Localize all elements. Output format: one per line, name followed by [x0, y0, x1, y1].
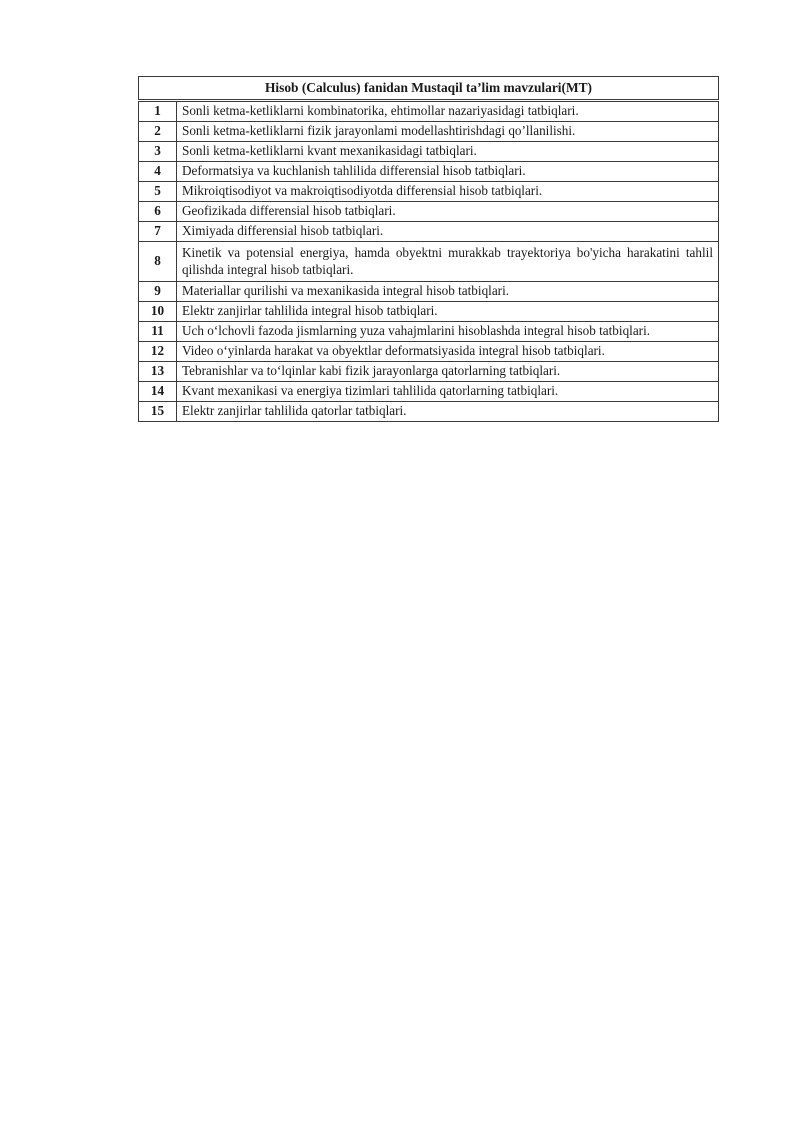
table-row	[139, 402, 719, 422]
row-number: 7	[139, 222, 177, 242]
table-row	[139, 342, 719, 362]
row-topic: Elektr zanjirlar tahlilida integral hisob tatbiqlari.	[177, 302, 719, 322]
row-number: 13	[139, 362, 177, 382]
table-row	[139, 302, 719, 322]
row-topic: Deformatsiya va kuchlanish tahlilida differensial hisob tatbiqlari.	[177, 162, 719, 182]
row-topic: Ximiyada differensial hisob tatbiqlari.	[177, 222, 719, 242]
row-number: 3	[139, 142, 177, 162]
row-number: 15	[139, 402, 177, 422]
row-topic: Kinetik va potensial energiya, hamda obyektni murakkab trayektoriya bo'yicha harakatini tahlil qilishda integral hisob tatbiqlari.	[177, 242, 719, 282]
row-topic: Geofizikada differensial hisob tatbiqlari.	[177, 202, 719, 222]
table-row	[139, 322, 719, 342]
table-row	[139, 362, 719, 382]
table-row	[139, 122, 719, 142]
row-number: 4	[139, 162, 177, 182]
table-title: Hisob (Calculus) fanidan Mustaqil ta’lim mavzulari(MT)	[139, 77, 719, 101]
row-number: 11	[139, 322, 177, 342]
table-row	[139, 242, 719, 282]
row-number: 5	[139, 182, 177, 202]
topics-table	[138, 76, 719, 422]
table-row	[139, 101, 719, 122]
table-row	[139, 382, 719, 402]
row-topic: Mikroiqtisodiyot va makroiqtisodiyotda differensial hisob tatbiqlari.	[177, 182, 719, 202]
table-row	[139, 162, 719, 182]
row-number: 12	[139, 342, 177, 362]
row-topic: Materiallar qurilishi va mexanikasida integral hisob tatbiqlari.	[177, 282, 719, 302]
row-topic: Tebranishlar va to‘lqinlar kabi fizik jarayonlarga qatorlarning tatbiqlari.	[177, 362, 719, 382]
row-number: 2	[139, 122, 177, 142]
table-row	[139, 182, 719, 202]
row-topic: Elektr zanjirlar tahlilida qatorlar tatbiqlari.	[177, 402, 719, 422]
table-row	[139, 202, 719, 222]
row-number: 8	[139, 242, 177, 282]
row-topic: Sonli ketma-ketliklarni kombinatorika, ehtimollar nazariyasidagi tatbiqlari.	[177, 101, 719, 122]
row-topic: Uch o‘lchovli fazoda jismlarning yuza vahajmlarini hisoblashda integral hisob tatbiqlari.	[177, 322, 719, 342]
row-number: 14	[139, 382, 177, 402]
row-number: 6	[139, 202, 177, 222]
row-topic: Kvant mexanikasi va energiya tizimlari tahlilida qatorlarning tatbiqlari.	[177, 382, 719, 402]
table-row	[139, 282, 719, 302]
row-number: 10	[139, 302, 177, 322]
row-topic: Video o‘yinlarda harakat va obyektlar deformatsiyasida integral hisob tatbiqlari.	[177, 342, 719, 362]
row-number: 1	[139, 101, 177, 122]
table-row	[139, 222, 719, 242]
table-row	[139, 142, 719, 162]
row-number: 9	[139, 282, 177, 302]
row-topic: Sonli ketma-ketliklarni fizik jarayonlami modellashtirishdagi qo’llanilishi.	[177, 122, 719, 142]
row-topic: Sonli ketma-ketliklarni kvant mexanikasidagi tatbiqlari.	[177, 142, 719, 162]
